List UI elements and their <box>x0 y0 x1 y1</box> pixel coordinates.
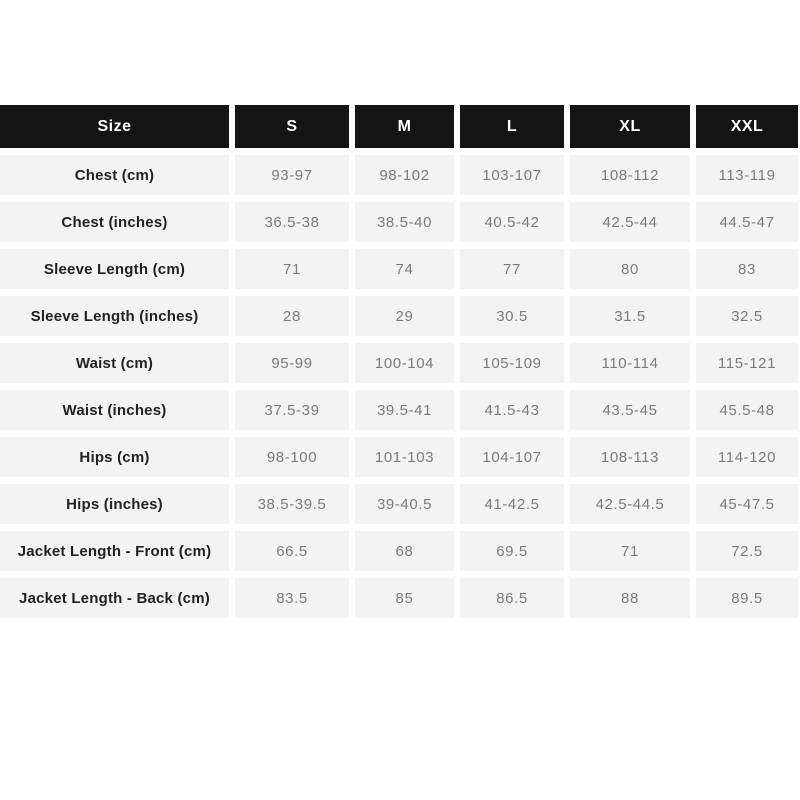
value-cell: 89.5 <box>696 578 798 618</box>
column-header-size: Size <box>0 105 229 148</box>
value-cell: 77 <box>460 249 564 289</box>
value-cell: 32.5 <box>696 296 798 336</box>
value-cell: 68 <box>355 531 454 571</box>
value-cell: 113-119 <box>696 155 798 195</box>
value-cell: 100-104 <box>355 343 454 383</box>
column-header-m: M <box>355 105 454 148</box>
value-cell: 110-114 <box>570 343 690 383</box>
row-label: Hips (inches) <box>0 484 229 524</box>
value-cell: 98-102 <box>355 155 454 195</box>
value-cell: 108-112 <box>570 155 690 195</box>
value-cell: 39.5-41 <box>355 390 454 430</box>
value-cell: 114-120 <box>696 437 798 477</box>
value-cell: 43.5-45 <box>570 390 690 430</box>
value-cell: 69.5 <box>460 531 564 571</box>
value-cell: 83.5 <box>235 578 349 618</box>
value-cell: 28 <box>235 296 349 336</box>
value-cell: 85 <box>355 578 454 618</box>
value-cell: 104-107 <box>460 437 564 477</box>
value-cell: 40.5-42 <box>460 202 564 242</box>
value-cell: 38.5-40 <box>355 202 454 242</box>
row-label: Waist (cm) <box>0 343 229 383</box>
size-chart-table <box>0 105 798 618</box>
value-cell: 80 <box>570 249 690 289</box>
value-cell: 71 <box>235 249 349 289</box>
value-cell: 105-109 <box>460 343 564 383</box>
row-label: Sleeve Length (cm) <box>0 249 229 289</box>
value-cell: 36.5-38 <box>235 202 349 242</box>
value-cell: 30.5 <box>460 296 564 336</box>
value-cell: 108-113 <box>570 437 690 477</box>
value-cell: 74 <box>355 249 454 289</box>
row-label: Jacket Length - Back (cm) <box>0 578 229 618</box>
value-cell: 103-107 <box>460 155 564 195</box>
row-label: Hips (cm) <box>0 437 229 477</box>
value-cell: 45-47.5 <box>696 484 798 524</box>
value-cell: 115-121 <box>696 343 798 383</box>
value-cell: 88 <box>570 578 690 618</box>
value-cell: 42.5-44.5 <box>570 484 690 524</box>
value-cell: 72.5 <box>696 531 798 571</box>
row-label: Waist (inches) <box>0 390 229 430</box>
value-cell: 98-100 <box>235 437 349 477</box>
row-label: Chest (inches) <box>0 202 229 242</box>
value-cell: 71 <box>570 531 690 571</box>
value-cell: 39-40.5 <box>355 484 454 524</box>
value-cell: 38.5-39.5 <box>235 484 349 524</box>
row-label: Sleeve Length (inches) <box>0 296 229 336</box>
column-header-l: L <box>460 105 564 148</box>
value-cell: 31.5 <box>570 296 690 336</box>
value-cell: 95-99 <box>235 343 349 383</box>
value-cell: 86.5 <box>460 578 564 618</box>
value-cell: 37.5-39 <box>235 390 349 430</box>
value-cell: 44.5-47 <box>696 202 798 242</box>
value-cell: 45.5-48 <box>696 390 798 430</box>
value-cell: 93-97 <box>235 155 349 195</box>
value-cell: 83 <box>696 249 798 289</box>
value-cell: 101-103 <box>355 437 454 477</box>
value-cell: 41.5-43 <box>460 390 564 430</box>
row-label: Jacket Length - Front (cm) <box>0 531 229 571</box>
value-cell: 42.5-44 <box>570 202 690 242</box>
row-label: Chest (cm) <box>0 155 229 195</box>
column-header-xl: XL <box>570 105 690 148</box>
value-cell: 29 <box>355 296 454 336</box>
value-cell: 41-42.5 <box>460 484 564 524</box>
column-header-xxl: XXL <box>696 105 798 148</box>
value-cell: 66.5 <box>235 531 349 571</box>
column-header-s: S <box>235 105 349 148</box>
